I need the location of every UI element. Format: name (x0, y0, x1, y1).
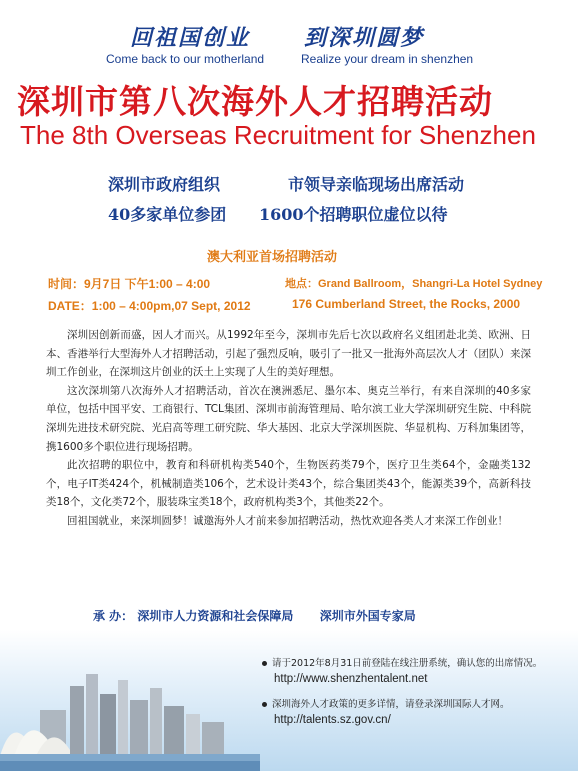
slogan-left-cn: 回祖国创业 (130, 25, 251, 51)
highlight-line2-a: 40多家单位参团 (108, 205, 227, 224)
main-title-cn: 深圳市第八次海外人才招聘活动 (17, 82, 493, 121)
event-address-en: 176 Cumberland Street, the Rocks, 2000 (292, 297, 521, 311)
note-2 (262, 696, 510, 710)
body-paragraph-3: 此次招聘的职位中，教育和科研机构类540个，生物医药类79个，医疗卫生类64个，金融类132个，电子IT类424个，机械制造类106个，艺术设计类43个，综合集团类43个，能源类39个，高新科技类18个，文化类72个，服装珠宝类18个，政府机构类3个，其他类22个。 (46, 459, 531, 509)
organizer-2: 深圳市外国专家局 (319, 609, 416, 623)
organizer-label: 承 办： (93, 609, 134, 623)
event-place-cn: 地点：Grand Ballroom，Shangri-La Hotel Sydney (285, 278, 543, 290)
organizer-line (93, 607, 416, 624)
note-1-text: 请于2012年8月31日前登陆在线注册系统，确认您的出席情况。 (272, 658, 543, 669)
body-text (46, 326, 531, 531)
highlight-line1-b: 市领导亲临现场出席活动 (288, 175, 465, 194)
body-paragraph-4: 回祖国就业，来深圳圆梦！诚邀海外人才前来参加招聘活动，热忱欢迎各类人才来深工作创业！ (67, 514, 508, 527)
body-paragraph-2: 这次深圳第八次海外人才招聘活动，首次在澳洲悉尼、墨尔本、奥克兰举行，有来自深圳的40多家单位，包括中国平安、工商银行、TCL集团、深圳市前海管理局、哈尔滨工业大学深圳研究生院、中科院深圳先进技术研究院、光启高等理工研究院、华大基因、北京大学深圳医院、华显机构、万科加集团等，携1600多个职位进行现场招聘。 (46, 384, 531, 453)
organizer-1: 深圳市人力资源和社会保障局 (137, 609, 294, 623)
slogan-left-en: Come back to our motherland (106, 52, 265, 66)
registration-link[interactable]: http://www.shenzhentalent.net (274, 673, 428, 685)
talents-link[interactable]: http://talents.sz.gov.cn/ (274, 714, 391, 726)
note-1 (262, 655, 542, 669)
body-paragraph-1: 深圳因创新而盛，因人才而兴。从1992年至今，深圳市先后七次以政府名义组团赴北美、欧洲、日本、香港举行大型海外人才招聘活动，引起了强烈反响，吸引了一批又一批海外高层次人才（团队）来深圳工作创业，在深圳这片创业的沃土上实现了人生的美好理想。 (46, 329, 531, 379)
highlight-line1-a: 深圳市政府组织 (108, 175, 221, 194)
event-time-cn: 时间：9月7日 下午1:00 – 4:00 (48, 277, 211, 291)
event-date-en: DATE：1:00 – 4:00pm,07 Sept, 2012 (48, 299, 251, 313)
note-2-text: 深圳海外人才政策的更多详情，请登录深圳国际人才网。 (272, 699, 510, 710)
sydney-skyline-image (0, 666, 260, 771)
bullet-icon (262, 702, 267, 707)
slogan-right-en: Realize your dream in shenzhen (301, 52, 474, 66)
slogan-right-cn: 到深圳圆梦 (304, 25, 425, 51)
event-subheading: 澳大利亚首场招聘活动 (207, 250, 338, 265)
highlight-line2-b: 1600个招聘职位虚位以待 (259, 205, 448, 224)
main-title-en: The 8th Overseas Recruitment for Shenzhen (20, 120, 536, 150)
bullet-icon (262, 661, 267, 666)
